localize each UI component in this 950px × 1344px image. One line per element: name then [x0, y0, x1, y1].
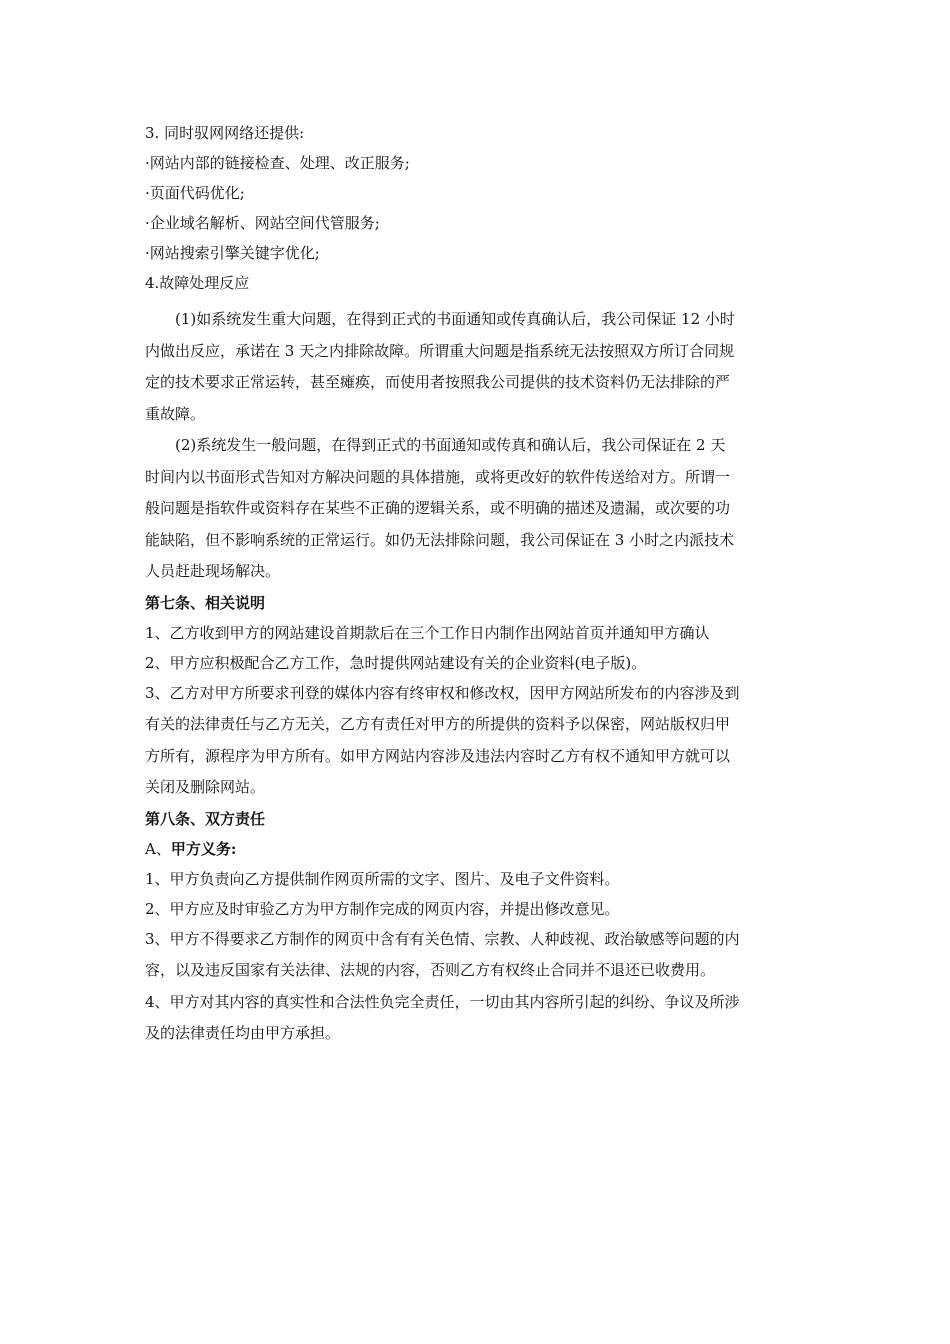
list-item: 4.故障处理反应 [145, 274, 250, 292]
text-line: 人员赶赴现场解决。 [145, 562, 281, 580]
bullet-item: ·网站内部的链接检查、处理、改正服务; [145, 154, 410, 172]
text-line: 及的法律责任均由甲方承担。 [145, 1024, 341, 1042]
text-line: 时间内以书面形式告知对方解决问题的具体措施，或将更改好的软件传送给对方。所谓一 [145, 467, 731, 486]
paragraph-major-fault [145, 304, 810, 430]
clause-paragraph [145, 924, 810, 987]
text-line: 3、甲方不得要求乙方制作的网页中含有有关色情、宗教、人种歧视、政治敏感等问题的内 [145, 929, 740, 948]
text-line: 方所有，源程序为甲方所有。如甲方网站内容涉及违法内容时乙方有权不通知甲方就可以 [145, 746, 731, 765]
text-line: 定的技术要求正常运转，甚至瘫痪，而使用者按照我公司提供的技术资料仍无法排除的严 [145, 373, 731, 391]
document-page [145, 118, 810, 1050]
clause-item: 1、甲方负责向乙方提供制作网页所需的文字、图片、及电子文件资料。 [145, 869, 620, 888]
clause-item: 2、甲方应积极配合乙方工作，急时提供网站建设有关的企业资料(电子版)。 [145, 653, 647, 672]
subsection-prefix: A、 [145, 839, 171, 858]
list-item: 3. 同时驭网网络还提供: [145, 124, 305, 142]
text-line: 有关的法律责任与乙方无关，乙方有责任对甲方的所提供的资料予以保密，网站版权归甲 [145, 715, 731, 733]
section-heading: 第七条、相关说明 [145, 593, 266, 612]
bullet-item: ·网站搜索引擎关键字优化; [145, 244, 320, 262]
text-line: 容，以及违反国家有关法律、法规的内容，否则乙方有权终止合同并不退还已收费用。 [145, 961, 716, 979]
bullet-item: ·页面代码优化; [145, 184, 245, 202]
text-line: 内做出反应，承诺在 3 天之内排除故障。所谓重大问题是指系统无法按照双方所订合同规 [145, 341, 735, 360]
text-line: 重故障。 [145, 404, 206, 423]
text-line: 3、乙方对甲方所要求刊登的媒体内容有终审权和修改权，因甲方网站所发布的内容涉及到 [145, 683, 740, 702]
clause-item: 1、乙方收到甲方的网站建设首期款后在三个工作日内制作出网站首页并通知甲方确认 [145, 623, 710, 642]
subsection-heading [145, 834, 810, 864]
paragraph-general-fault [145, 430, 810, 588]
text-line: 4、甲方对其内容的真实性和合法性负完全责任，一切由其内容所引起的纠纷、争议及所涉 [145, 992, 740, 1011]
text-line: 能缺陷，但不影响系统的正常运行。如仍无法排除问题，我公司保证在 3 小时之内派技术 [145, 530, 735, 549]
clause-paragraph [145, 987, 810, 1050]
text-line: (2)系统发生一般问题，在得到正式的书面通知或传真和确认后，我公司保证在 2 天 [175, 436, 726, 454]
text-line: (1)如系统发生重大问题，在得到正式的书面通知或传真确认后，我公司保证 12 小时 [175, 310, 735, 328]
section-heading: 第八条、双方责任 [145, 809, 266, 828]
clause-paragraph [145, 678, 810, 804]
text-line: 般问题是指软件或资料存在某些不正确的逻辑关系，或不明确的描述及遗漏，或次要的功 [145, 499, 731, 517]
text-line: 关闭及删除网站。 [145, 778, 266, 796]
clause-item: 2、甲方应及时审验乙方为甲方制作完成的网页内容，并提出修改意见。 [145, 899, 620, 918]
subsection-title: 甲方义务: [170, 839, 237, 858]
bullet-item: ·企业域名解析、网站空间代管服务; [145, 214, 380, 232]
